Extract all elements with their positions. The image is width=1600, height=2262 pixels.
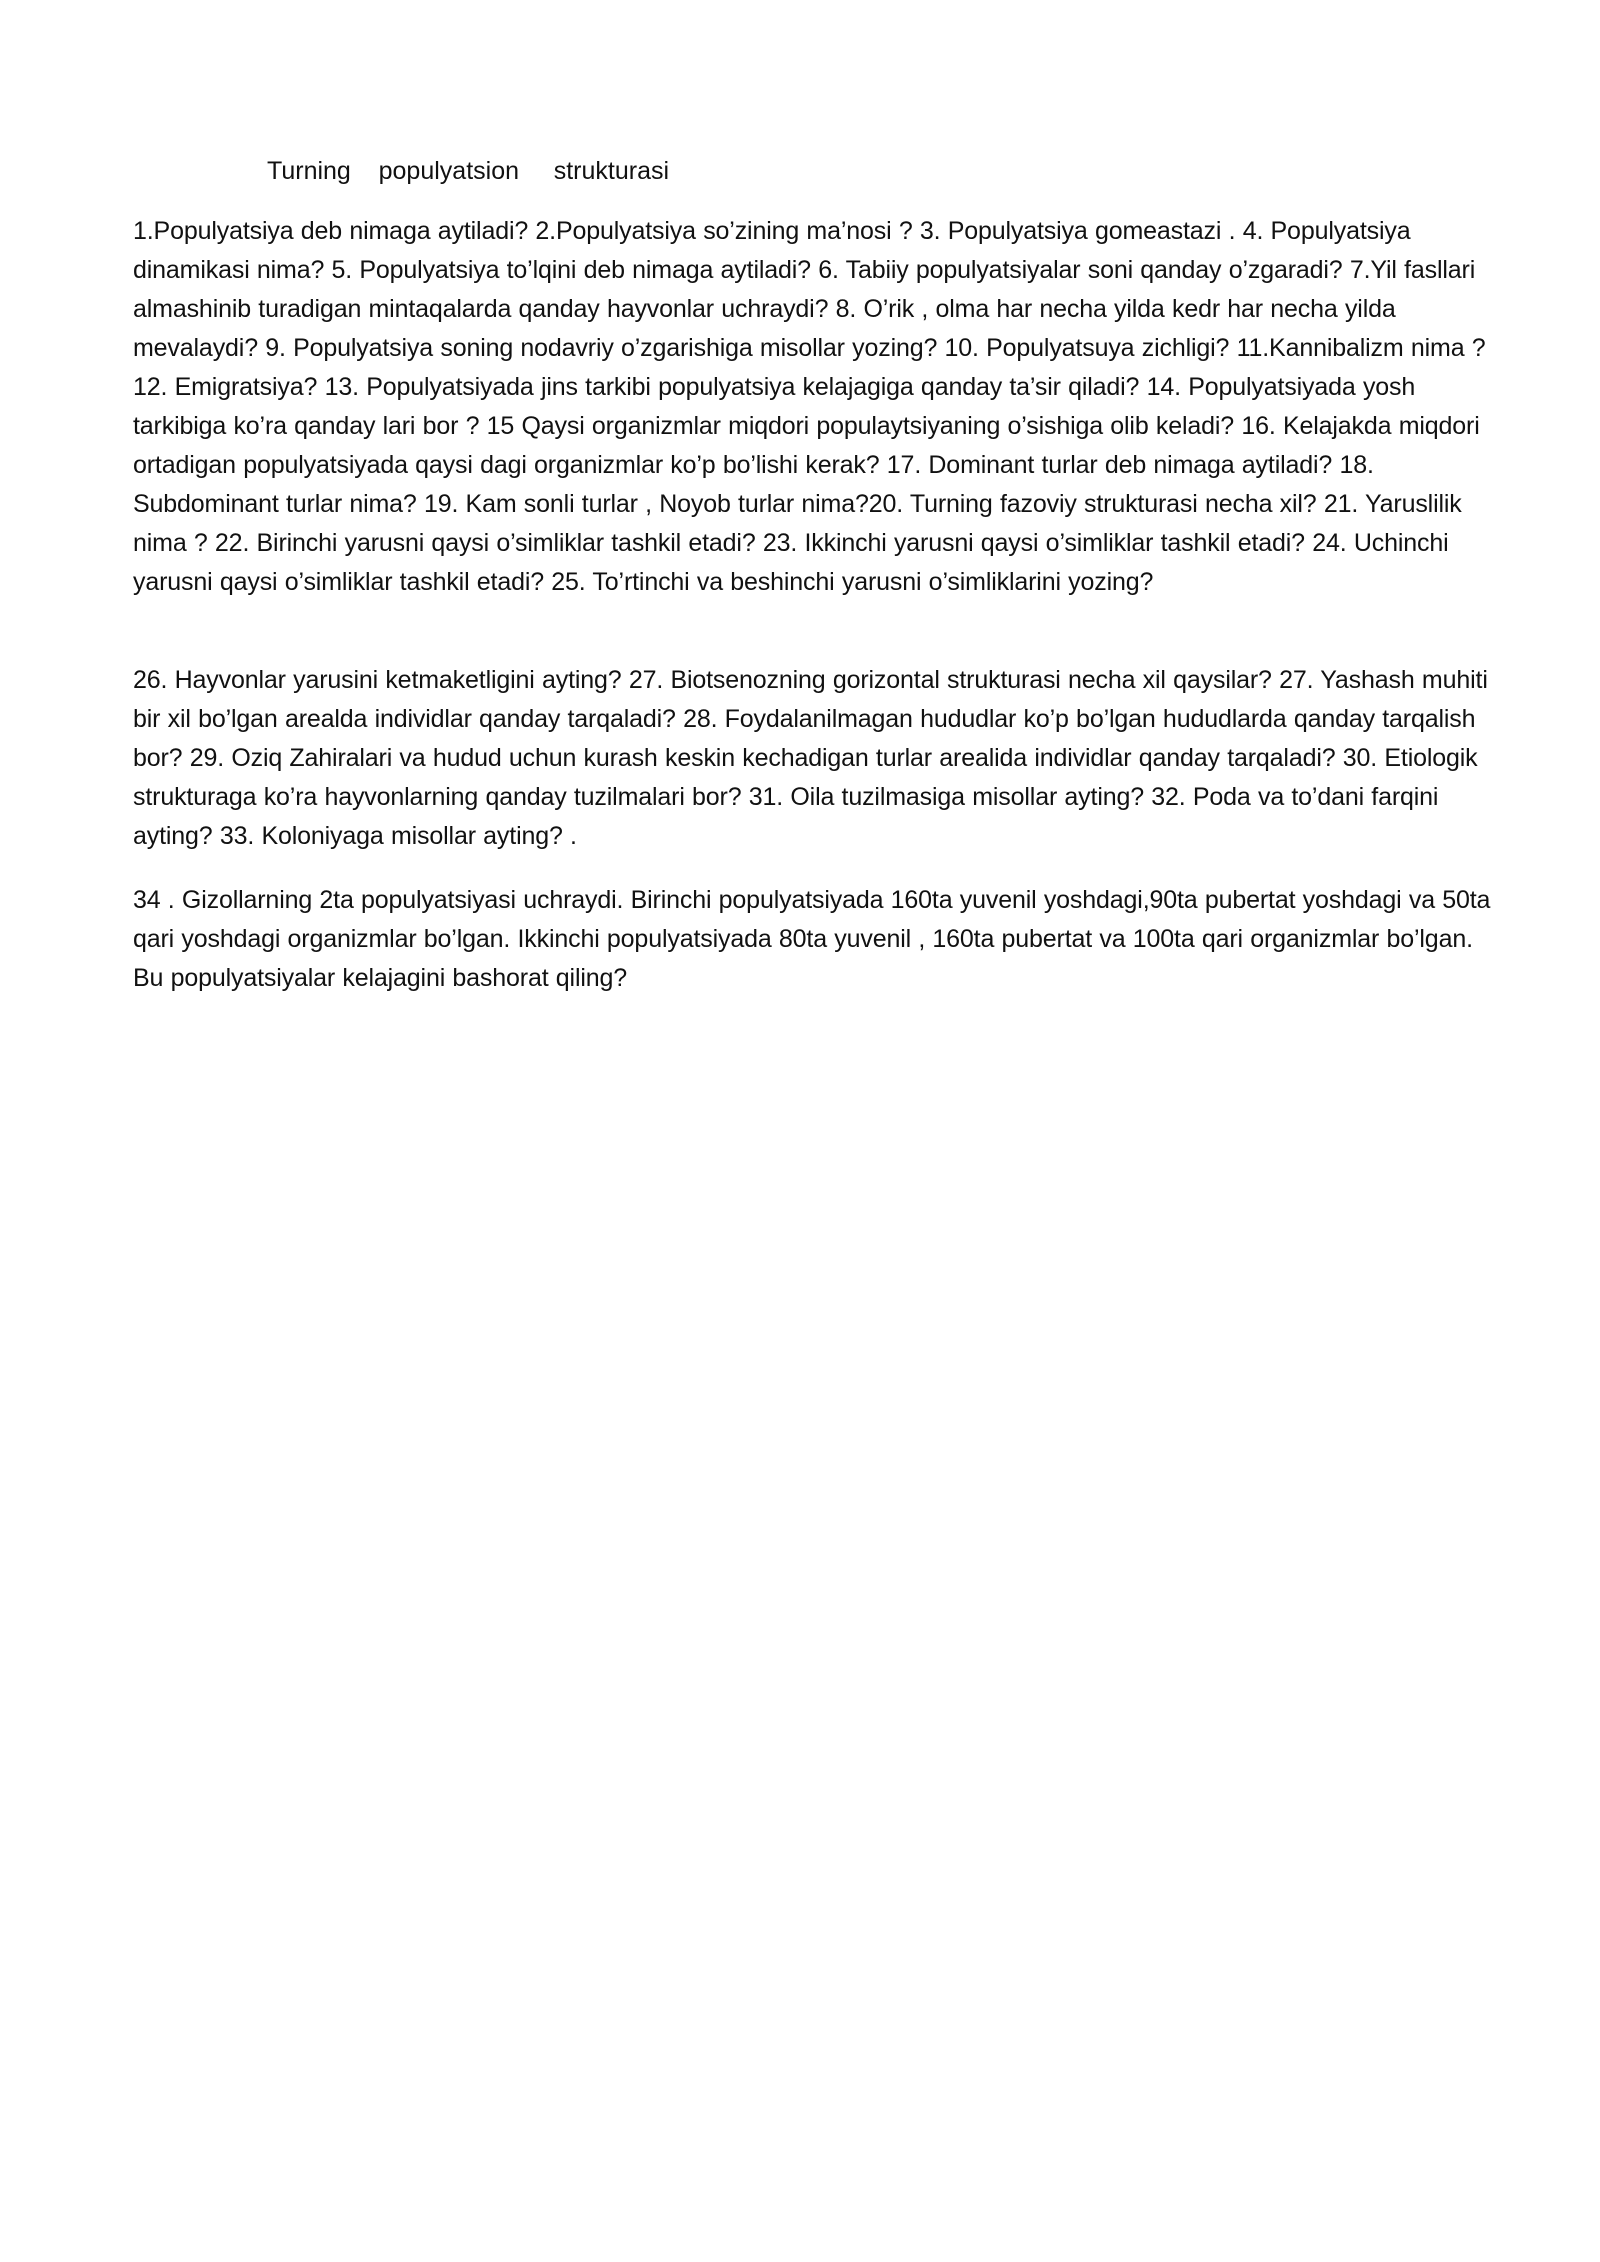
paragraph-question-34: 34 . Gizollarning 2ta populyatsiyasi uchraydi. Birinchi populyatsiyada 160ta yuvenil yoshdagi,90ta pubertat yoshdagi va 50ta qari yoshdagi organizmlar bo’lgan. Ikkinchi populyatsiyada 80ta yuvenil , 160ta pubertat va 100ta qari organizmlar bo’lgan. Bu populyatsiyalar kelajagini bashorat qiling?: [133, 886, 1491, 992]
document-title: Turning populyatsion strukturasi: [267, 157, 670, 185]
paragraph-questions-1-25: 1.Populyatsiya deb nimaga aytiladi? 2.Populyatsiya so’zining ma’nosi ? 3. Populyatsiya gomeastazi . 4. Populyatsiya dinamikasi nima? 5. Populyatsiya to’lqini deb nimaga aytiladi? 6. Tabiiy populyatsiyalar soni qanday o’zgaradi? 7.Yil fasllari almashinib turadigan mintaqalarda qanday hayvonlar uchraydi? 8. O’rik , olma har necha yilda kedr har necha yilda mevalaydi? 9. Populyatsiya soning nodavriy o’zgarishiga misollar yozing? 10. Populyatsuya zichligi? 11.Kannibalizm nima ? 12. Emigratsiya? 13. Populyatsiyada jins tarkibi populyatsiya kelajagiga qanday ta’sir qiladi? 14. Populyatsiyada yosh tarkibiga ko’ra qanday lari bor ? 15 Qaysi organizmlar miqdori populaytsiyaning o’sishiga olib keladi? 16. Kelajakda miqdori ortadigan populyatsiyada qaysi dagi organizmlar ko’p bo’lishi kerak? 17. Dominant turlar deb nimaga aytiladi? 18. Subdominant turlar nima? 19. Kam sonli turlar , Noyob turlar nima?20. Turning fazoviy strukturasi necha xil? 21. Yaruslilik nima ? 22. Birinchi yarusni qaysi o’simliklar tashkil etadi? 23. Ikkinchi yarusni qaysi o’simliklar tashkil etadi? 24. Uchinchi yarusni qaysi o’simliklar tashkil etadi? 25. To’rtinchi va beshinchi yarusni o’simliklarini yozing?: [133, 217, 1486, 596]
paragraph-questions-26-33: 26. Hayvonlar yarusini ketmaketligini ayting? 27. Biotsenozning gorizontal strukturasi necha xil qaysilar? 27. Yashash muhiti bir xil bo’lgan arealda individlar qanday tarqaladi? 28. Foydalanilmagan hududlar ko’p bo’lgan hududlarda qanday tarqalish bor? 29. Oziq Zahiralari va hudud uchun kurash keskin kechadigan turlar arealida individlar qanday tarqaladi? 30. Etiologik strukturaga ko’ra hayvonlarning qanday tuzilmalari bor? 31. Oila tuzilmasiga misollar ayting? 32. Poda va to’dani farqini ayting? 33. Koloniyaga misollar ayting? .: [133, 666, 1488, 850]
